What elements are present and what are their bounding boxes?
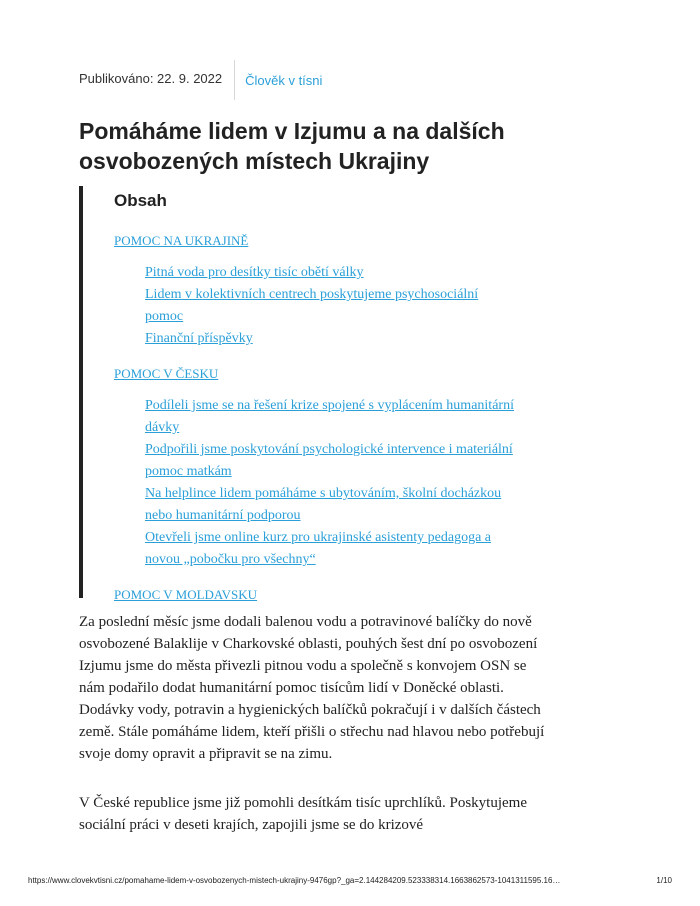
footer-url: https://www.clovekvtisni.cz/pomahame-lidem-v-osvobozenych-mistech-ukrajiny-9476gp?_ga=2.144284209.523338314.1663862573-1041311595.16… <box>28 876 561 885</box>
toc-link[interactable]: Otevřeli jsme online kurz pro ukrajinské asistenty pedagoga a novou „pobočku pro všechny“ <box>145 530 492 567</box>
meta-divider <box>234 60 235 100</box>
table-of-contents <box>79 186 519 602</box>
paragraph: V České republice jsme již pomohli desítkám tisíc uprchlíků. Poskytujeme sociální práci v deseti krajích, zapojili jsme se do krizové <box>79 795 527 833</box>
toc-section-ukraine[interactable]: POMOC NA UKRAJINĚ <box>114 233 249 248</box>
toc-item <box>145 328 519 350</box>
toc-section-moldova[interactable]: POMOC V MOLDAVSKU <box>114 587 258 602</box>
toc-item <box>145 262 519 284</box>
toc-link[interactable]: Pitná voda pro desítky tisíc obětí války <box>145 265 364 280</box>
author-link[interactable]: Člověk v tísni <box>245 73 323 88</box>
toc-item <box>145 527 519 571</box>
toc-item <box>145 439 519 483</box>
toc-item <box>145 284 519 328</box>
toc-list-czechia <box>145 395 519 571</box>
toc-link[interactable]: Finanční příspěvky <box>145 331 253 346</box>
article-title: Pomáháme lidem v Izjumu a na dalších osvobozených místech Ukrajiny <box>79 118 505 174</box>
paragraph: Za poslední měsíc jsme dodali balenou vodu a potravinové balíčky do nově osvobozené Balaklije v Charkovské oblasti, pouhých šest dní po osvobození Izjumu jsme do města přivezli pitnou vodu a společně s konvojem OSN se nám podařilo dodat humanitární pomoc tisícům lidí v Doněcké oblasti. Dodávky vody, potravin a hygienických balíčků pokračují i v dalších částech země. Stále pomáháme lidem, kteří přišli o střechu nad hlavou nebo potřebují svoje domy opravit a připravit se na zimu. <box>79 614 545 762</box>
toc-link[interactable]: Podíleli jsme se na řešení krize spojené s vyplácením humanitární dávky <box>145 398 514 435</box>
toc-link[interactable]: Na helplince lidem pomáháme s ubytováním, školní docházkou nebo humanitární podporou <box>145 486 502 523</box>
toc-heading: Obsah <box>114 191 167 210</box>
print-footer <box>28 876 672 885</box>
toc-list-ukraine <box>145 262 519 350</box>
toc-link[interactable]: Podpořili jsme poskytování psychologické intervence i materiální pomoc matkám <box>145 442 513 479</box>
toc-link[interactable]: Lidem v kolektivních centrech poskytujeme psychosociální pomoc <box>145 287 479 324</box>
toc-item <box>145 483 519 527</box>
toc-item <box>145 395 519 439</box>
toc-section-czechia[interactable]: POMOC V ČESKU <box>114 366 219 381</box>
article-meta <box>79 60 322 100</box>
footer-page-number: 1/10 <box>656 876 672 885</box>
published-date: Publikováno: 22. 9. 2022 <box>79 71 223 86</box>
